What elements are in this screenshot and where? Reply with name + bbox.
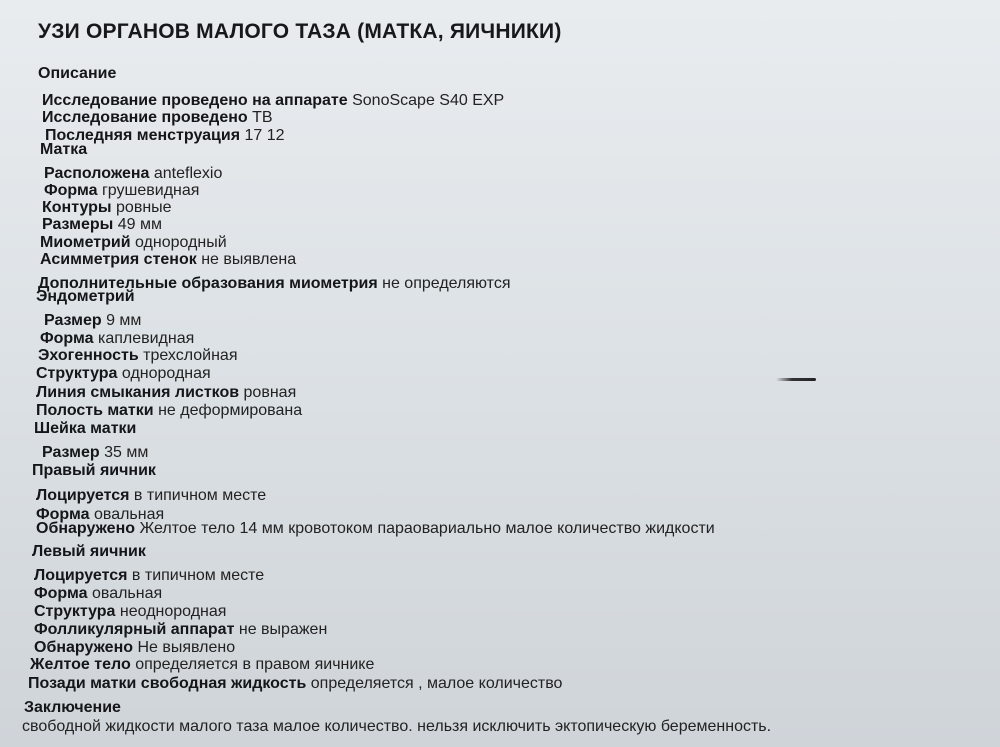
field-left-found: Обнаружено Не выявлено	[34, 639, 236, 656]
field-left-location: Лоцируется в типичном месте	[34, 567, 265, 584]
field-corpus-luteum: Желтое тело определяется в правом яичнике	[30, 656, 375, 673]
field-device: Исследование проведено на аппарате SonoScape S40 EXP	[42, 92, 505, 109]
field-last-menstruation: Последняя менструация 17 12	[45, 127, 285, 144]
field-free-fluid: Позади матки свободная жидкость определяется , малое количество	[28, 675, 563, 692]
field-left-structure: Структура неоднородная	[34, 603, 227, 620]
field-method: Исследование проведено ТВ	[42, 109, 273, 126]
section-right-ovary: Правый яичник	[32, 462, 156, 479]
field-closure-line: Линия смыкания листков ровная	[36, 384, 297, 401]
section-endometrium: Эндометрий	[36, 288, 135, 305]
field-structure: Структура однородная	[36, 365, 211, 382]
field-echogenicity: Эхогенность трехслойная	[38, 347, 238, 364]
section-cervix: Шейка матки	[34, 420, 137, 437]
field-shape: Форма грушевидная	[44, 182, 200, 199]
section-left-ovary: Левый яичник	[32, 543, 146, 560]
report-title: УЗИ ОРГАНОВ МАЛОГО ТАЗА (МАТКА, ЯИЧНИКИ)	[38, 20, 562, 43]
field-endometrium-size: Размер 9 мм	[44, 312, 142, 329]
section-conclusion: Заключение	[24, 699, 121, 716]
field-follicular-apparatus: Фолликулярный аппарат не выражен	[34, 621, 328, 638]
field-uterine-cavity: Полость матки не деформирована	[36, 402, 303, 419]
field-right-shape: Форма овальная	[36, 506, 165, 523]
field-left-shape: Форма овальная	[34, 585, 163, 602]
field-right-location: Лоцируется в типичном месте	[36, 487, 267, 504]
field-endometrium-shape: Форма каплевидная	[40, 330, 195, 347]
field-size: Размеры 49 мм	[42, 216, 162, 233]
field-right-found: Обнаружено Желтое тело 14 мм кровотоком параовариально малое количество жидкости	[36, 520, 715, 537]
field-position: Расположена anteflexio	[44, 165, 223, 182]
pen-mark	[776, 378, 816, 381]
field-myometrium: Миометрий однородный	[40, 234, 227, 251]
section-description: Описание	[38, 65, 117, 82]
conclusion-text: свободной жидкости малого таза малое количество. нельзя исключить эктопическую беременность.	[22, 718, 772, 735]
field-cervix-size: Размер 35 мм	[42, 444, 149, 461]
field-additional-formations: Дополнительные образования миометрия не определяются	[38, 275, 511, 292]
section-uterus: Матка	[40, 141, 88, 158]
field-contours: Контуры ровные	[42, 199, 172, 216]
field-wall-asymmetry: Асимметрия стенок не выявлена	[40, 251, 297, 268]
